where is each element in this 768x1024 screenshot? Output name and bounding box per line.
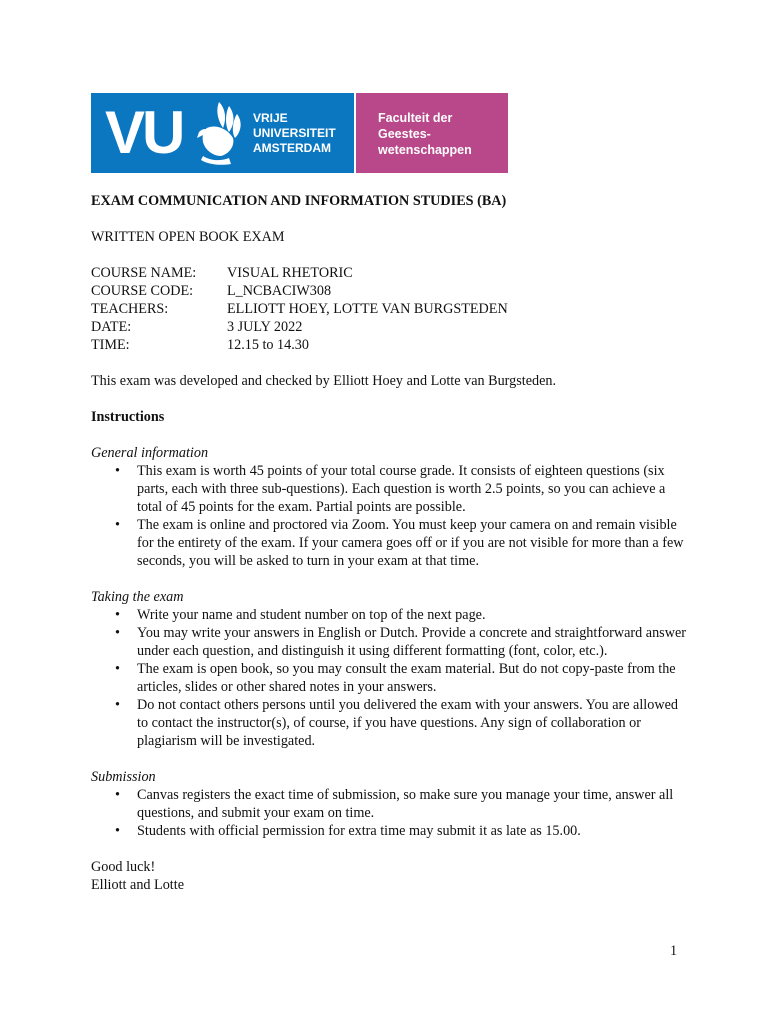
instructions-heading: Instructions [91, 409, 165, 425]
list-item-text: The exam is open book, so you may consult the exam material. But do not copy-paste from the articles, slides or other shared notes in your answers. [137, 661, 676, 695]
meta-value: 3 JULY 2022 [227, 319, 303, 335]
submission-list [91, 786, 691, 840]
course-meta [91, 264, 691, 354]
list-item [91, 660, 691, 696]
list-item [91, 624, 691, 660]
exam-subtitle: WRITTEN OPEN BOOK EXAM [91, 229, 285, 245]
meta-value: ELLIOTT HOEY, LOTTE VAN BURGSTEDEN [227, 301, 508, 317]
exam-title: EXAM COMMUNICATION AND INFORMATION STUDIES (BA) [91, 193, 507, 209]
list-item [91, 822, 691, 840]
page-number: 1 [670, 943, 678, 959]
list-item-text: Do not contact others persons until you delivered the exam with your answers. You are allowed to contact the instructor(s), of course, if you have questions. Any sign of collaboration or plagiarism will be investigated. [137, 697, 678, 749]
meta-row-course-code [91, 282, 691, 300]
closing-line: Good luck! [91, 859, 156, 875]
list-item [91, 606, 691, 624]
meta-label: TIME: [91, 337, 130, 353]
vu-letters: VU [105, 99, 183, 166]
university-name [253, 111, 336, 156]
meta-value: L_NCBACIW308 [227, 283, 332, 299]
vu-logo [91, 93, 354, 173]
taking-exam-list [91, 606, 691, 750]
list-item-text: Canvas registers the exact time of submission, so make sure you manage your time, answer all questions, and submit your exam on time. [137, 787, 674, 821]
bullet: • [115, 625, 120, 641]
list-item [91, 786, 691, 822]
vu-faculty-logo [91, 93, 508, 173]
general-info-list [91, 462, 691, 570]
bullet: • [115, 661, 120, 677]
list-item-text: The exam is online and proctored via Zoom. You must keep your camera on and remain visible for the entirety of the exam. If your camera goes off or if you are not visible for more than a few seconds, you will be asked to turn in your exam at that time. [137, 517, 684, 569]
meta-label: COURSE CODE: [91, 283, 194, 299]
bullet: • [115, 517, 120, 533]
closing-signature: Elliott and Lotte [91, 877, 184, 893]
meta-label: TEACHERS: [91, 301, 169, 317]
faculty-line: Faculteit der [378, 111, 453, 125]
section-heading-taking: Taking the exam [91, 589, 184, 605]
faculty-line: wetenschappen [378, 143, 472, 157]
list-item-text: This exam is worth 45 points of your total course grade. It consists of eighteen questions (six parts, each with three sub-questions). Each question is worth 2.5 points, so you can achieve a total of 45 points for the exam. Partial points are possible. [137, 463, 666, 515]
list-item-text: Students with official permission for extra time may submit it as late as 15.00. [137, 823, 581, 839]
meta-row-course-name [91, 264, 691, 282]
list-item [91, 462, 691, 516]
university-line: AMSTERDAM [253, 141, 331, 155]
griffin-emblem-icon [189, 98, 249, 168]
meta-label: COURSE NAME: [91, 265, 197, 281]
faculty-line: Geestes- [378, 127, 431, 141]
section-heading-general: General information [91, 445, 209, 461]
bullet: • [115, 787, 120, 803]
list-item [91, 516, 691, 570]
developed-by-note: This exam was developed and checked by Elliott Hoey and Lotte van Burgsteden. [91, 373, 557, 389]
meta-row-teachers [91, 300, 691, 318]
closing [91, 858, 691, 894]
meta-label: DATE: [91, 319, 132, 335]
list-item [91, 696, 691, 750]
meta-row-time [91, 336, 691, 354]
bullet: • [115, 463, 120, 479]
bullet: • [115, 607, 120, 623]
section-heading-submission: Submission [91, 769, 156, 785]
meta-value: 12.15 to 14.30 [227, 337, 309, 353]
exam-document [91, 192, 691, 894]
university-line: VRIJE [253, 111, 288, 125]
bullet: • [115, 823, 120, 839]
list-item-text: Write your name and student number on top of the next page. [137, 607, 486, 623]
university-line: UNIVERSITEIT [253, 126, 336, 140]
meta-value: VISUAL RHETORIC [227, 265, 353, 281]
list-item-text: You may write your answers in English or Dutch. Provide a concrete and straightforward answer under each question, and distinguish it using different formatting (font, color, etc.). [137, 625, 686, 659]
faculty-name [378, 110, 472, 158]
bullet: • [115, 697, 120, 713]
faculty-logo [356, 93, 508, 173]
meta-row-date [91, 318, 691, 336]
